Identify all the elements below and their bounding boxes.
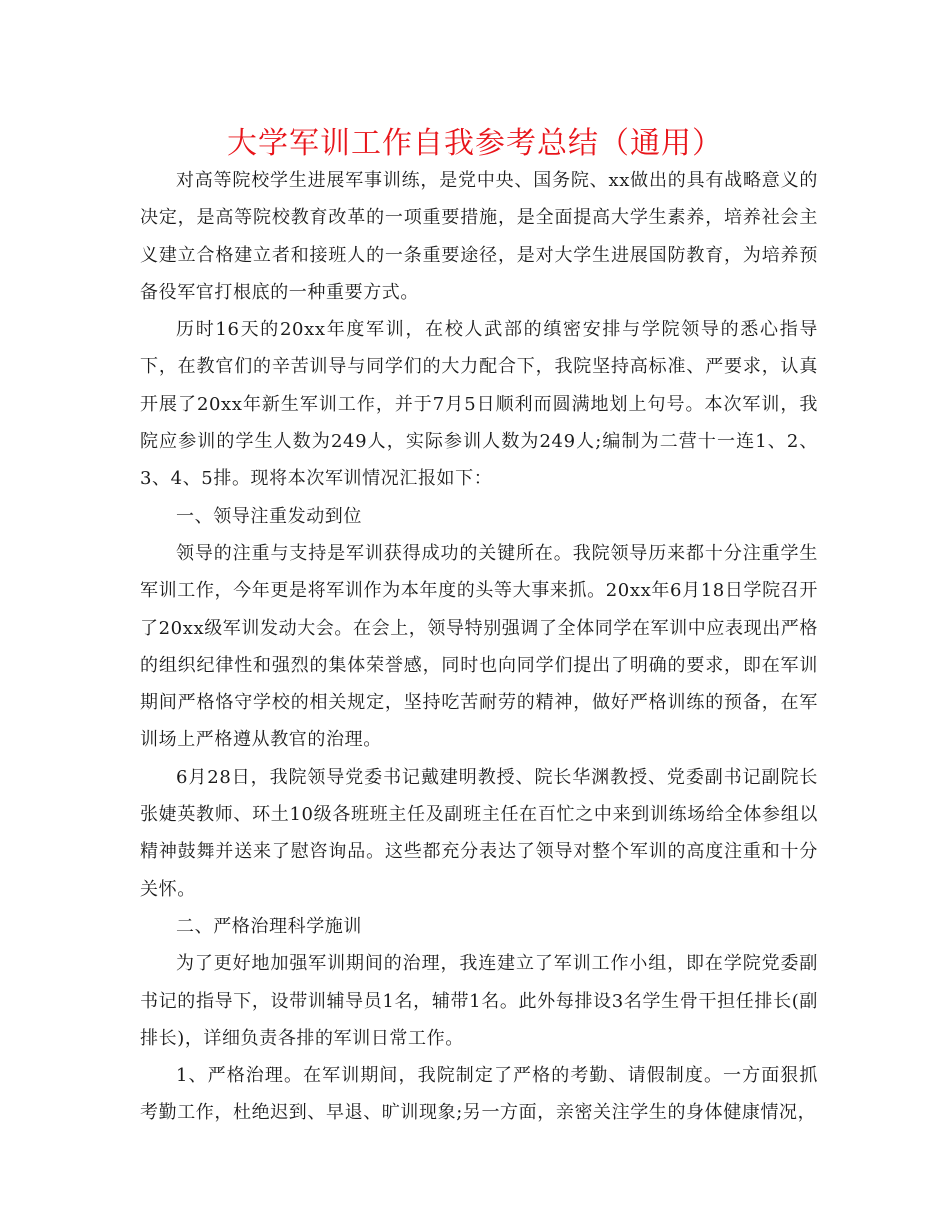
paragraph-leadership-visit: 6月28日，我院领导党委书记戴建明教授、院长华渊教授、党委副书记副院长张婕英教师、环土10级各班班主任及副班主任在百忙之中来到训练场给全体参组以精神鼓舞并送来了慰咨询品。这些都充分表达了领导对整个军训的高度注重和十分关怀。 bbox=[140, 766, 818, 900]
document-title: 大学军训工作自我参考总结（通用） bbox=[227, 126, 723, 161]
paragraph-leadership: 领导的注重与支持是军训获得成功的关键所在。我院领导历来都十分注重学生军训工作，今年更是将军训作为本年度的头等大事来抓。20xx年6月18日学院召开了20xx级军训发动大会。在会上，领导特别强调了全体同学在军训中应表现出严格的组织纪律性和强烈的集体荣誉感，同时也向同学们提出了明确的要求，即在军训期间严格恪守学校的相关规定，坚持吃苦耐劳的精神，做好严格训练的预备，在军训场上严格遵从教官的治理。 bbox=[140, 542, 819, 751]
paragraph-strict-management: 1、严格治理。在军训期间，我院制定了严格的考勤、请假制度。一方面狠抓考勤工作，杜绝迟到、早退、旷训现象;另一方面，亲密关注学生的身体健康情况， bbox=[140, 1065, 818, 1124]
paragraph-management: 为了更好地加强军训期间的治理，我连建立了军训工作小组，即在学院党委副书记的指导下，设带训辅导员1名，辅带1名。此外每排设3名学生骨干担任排长(副排长)，详细负责各排的军训日常工作。 bbox=[140, 953, 818, 1049]
section-heading-management: 二、严格治理科学施训 bbox=[176, 915, 362, 937]
paragraph-training-overview: 历时16天的20xx年度军训，在校人武部的缜密安排与学院领导的悉心指导下，在教官们的辛苦训导与同学们的大力配合下，我院坚持高标准、严要求，认真开展了20xx年新生军训工作，并于7月5日顺利而圆满地划上句号。本次军训，我院应参训的学生人数为249人，实际参训人数为249人;编制为二营十一连1、2、3、4、5排。现将本次军训情况汇报如下： bbox=[140, 319, 818, 490]
document-body bbox=[140, 162, 818, 1132]
section-heading-leadership: 一、领导注重发动到位 bbox=[176, 505, 362, 527]
paragraph-intro: 对高等院校学生进展军事训练，是党中央、国务院、xx做出的具有战略意义的决定，是高等院校教育改革的一项重要措施，是全面提高大学生素养，培养社会主义建立合格建立者和接班人的一条重要途径，是对大学生进展国防教育，为培养预备役军官打根底的一种重要方式。 bbox=[140, 170, 818, 303]
